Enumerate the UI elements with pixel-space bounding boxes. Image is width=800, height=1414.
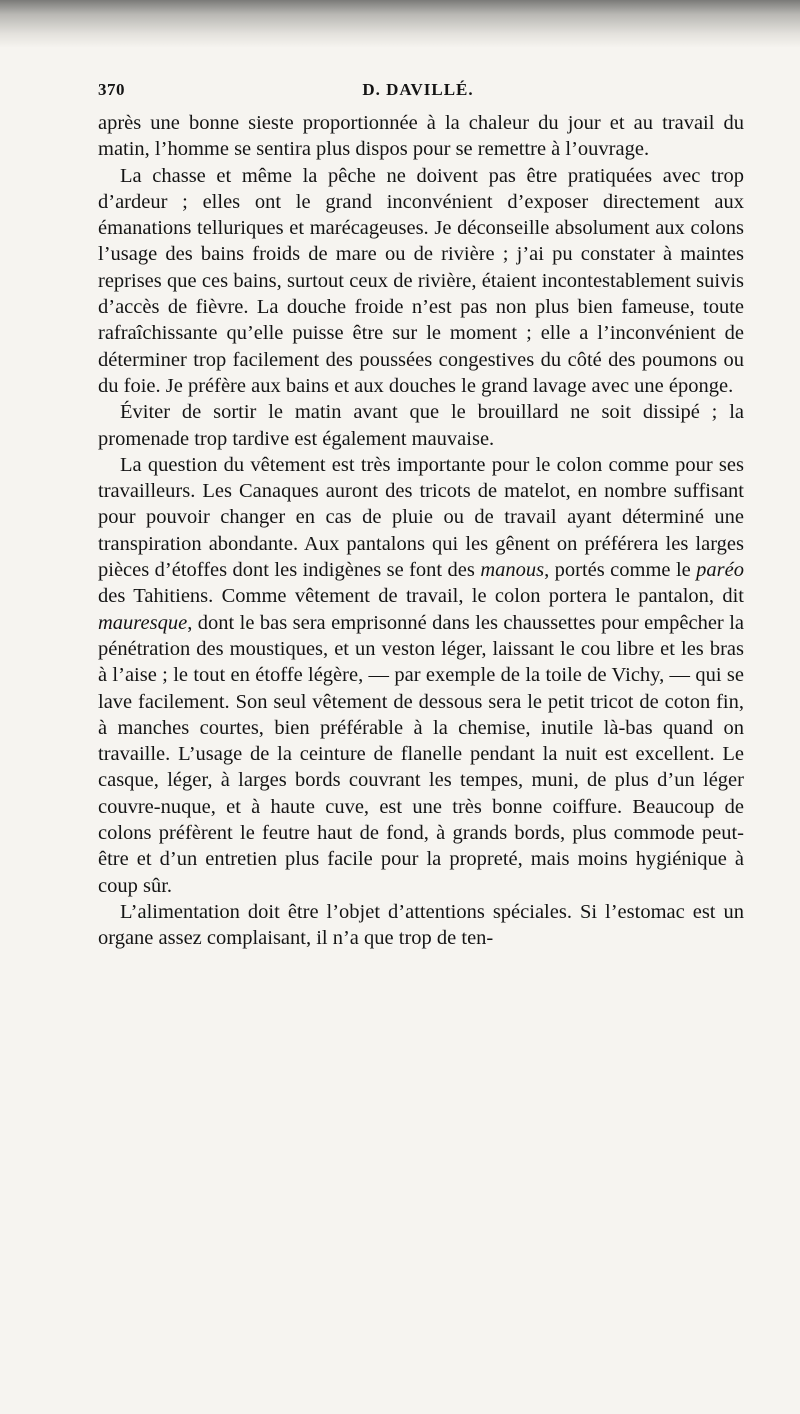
paragraph — [98, 399, 744, 452]
body-text — [98, 110, 744, 952]
text-run: L’alimentation doit être l’objet d’attentions spéciales. Si l’estomac est un organe assez complaisant, il n’a que trop de ten- — [98, 900, 744, 950]
text-run: , portés comme le — [544, 559, 697, 582]
text-run: La chasse et même la pêche ne doivent pas être pratiquées avec trop d’ardeur ; elles ont le grand inconvénient d’exposer directement aux émanations telluriques et marécageuses. Je déconseille absolument aux colons l’usage des bains froids de mare ou de rivière ; j’ai pu constater à maintes reprises que ces bains, surtout ceux de rivière, étaient incontestablement suivis d’accès de fièvre. La douche froide n’est pas non plus bien fameuse, toute rafraîchissante qu’elle puisse être sur le moment ; elle a l’inconvénient de déterminer trop facilement des poussées congestives du côté des poumons ou du foie. Je préfère aux bains et aux douches le grand lavage avec une éponge. — [98, 164, 744, 397]
paragraph — [98, 110, 744, 163]
text-run: Éviter de sortir le matin avant que le brouillard ne soit dissipé ; la promenade trop tardive est également mauvaise. — [98, 401, 744, 450]
text-run: , dont le bas sera emprisonné dans les chaussettes pour empêcher la pénétration des moustiques, et un veston léger, laissant le cou libre et les bras à l’aise ; le tout en étoffe légère, — par exemple de la toile de Vichy, — qui se lave facilement. Son seul vêtement de dessous sera le petit tricot de coton fin, à manches courtes, bien préférable à la chemise, inutile là-bas quand on travaille. L’usage de la ceinture de flanelle pendant la nuit est excellent. Le casque, léger, à larges bords couvrant les tempes, muni, de plus d’un léger couvre-nuque, et à haute cuve, est une très bonne coiffure. Beaucoup de colons préfèrent le feutre haut de fond, à grands bords, plus commode peut-être et d’un entretien plus facile pour la propreté, mais moins hygiénique à coup sûr. — [98, 611, 744, 897]
text-run: des Tahitiens. Comme vêtement de travail, le colon portera le pantalon, dit — [98, 585, 744, 608]
text-run: La question du vêtement est très importante pour le colon comme pour ses travailleurs. Les Canaques auront des tricots de matelot, en nombre suffisant pour pouvoir changer en cas de pluie ou de travail ayant déterminé une transpiration abondante. Aux pantalons qui les gênent on préférera les larges pièces d’étoffes dont les indigènes se font des — [98, 453, 744, 582]
italic-term: mauresque — [98, 611, 188, 634]
italic-term: manous — [480, 559, 545, 582]
italic-term: paréo — [696, 559, 744, 582]
running-head: D. DAVILLÉ. — [362, 80, 474, 99]
paragraph — [98, 163, 744, 400]
paragraph — [98, 452, 744, 899]
page-header — [98, 80, 738, 104]
page-number: 370 — [98, 80, 125, 99]
paragraph — [98, 899, 744, 952]
text-run: après une bonne sieste proportionnée à la chaleur du jour et au travail du matin, l’homme se sentira plus dispos pour se remettre à l’ouvrage. — [98, 112, 744, 161]
scanned-page-edge — [0, 0, 800, 48]
